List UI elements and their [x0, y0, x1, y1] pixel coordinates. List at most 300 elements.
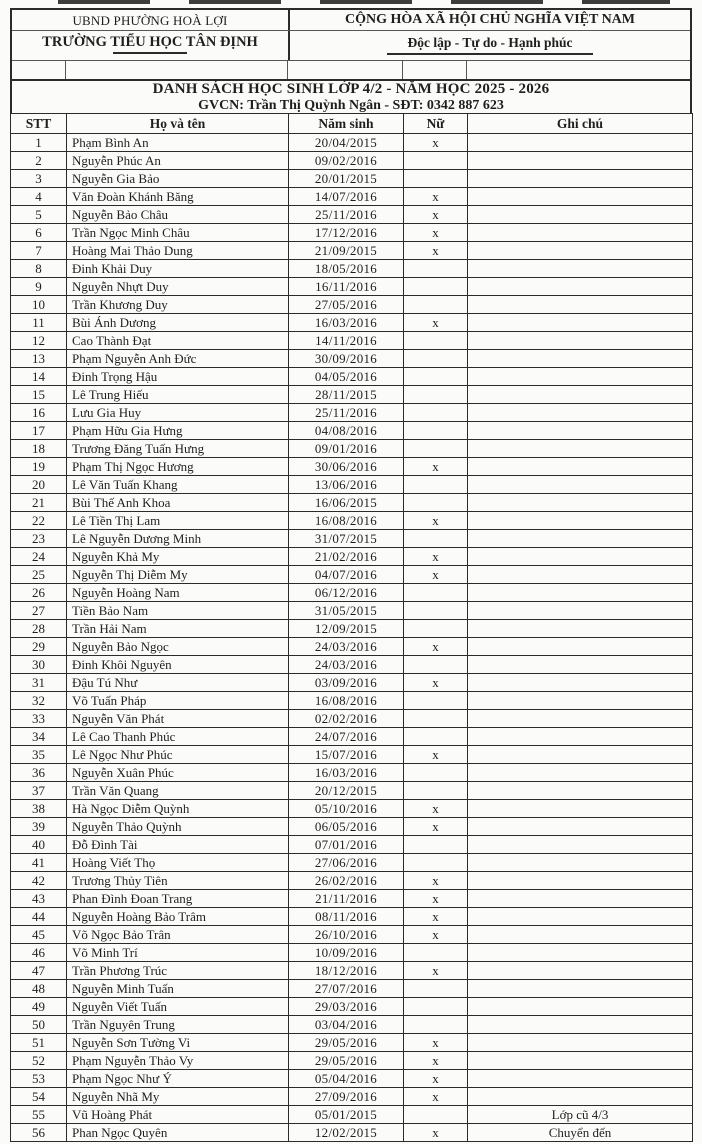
cell-name: Bùi Thế Anh Khoa: [67, 494, 289, 512]
cell-dob: 30/06/2016: [289, 458, 404, 476]
cell-note: [468, 638, 693, 656]
cell-female: x: [404, 1034, 468, 1052]
cell-note: [468, 746, 693, 764]
cell-dob: 03/04/2016: [289, 1016, 404, 1034]
table-row: [11, 854, 693, 872]
cell-dob: 04/05/2016: [289, 368, 404, 386]
cell-name: Bùi Ánh Dương: [67, 314, 289, 332]
cell-note: [468, 170, 693, 188]
cell-name: Nguyễn Bảo Châu: [67, 206, 289, 224]
cell-name: Nguyễn Hoàng Bảo Trâm: [67, 908, 289, 926]
cell-stt: 45: [11, 926, 67, 944]
cell-female: x: [404, 908, 468, 926]
cell-name: Đinh Trọng Hậu: [67, 368, 289, 386]
cell-stt: 9: [11, 278, 67, 296]
cell-dob: 27/06/2016: [289, 854, 404, 872]
table-row: [11, 1034, 693, 1052]
cell-stt: 6: [11, 224, 67, 242]
cell-name: Võ Ngọc Bảo Trân: [67, 926, 289, 944]
cell-stt: 13: [11, 350, 67, 368]
cell-note: [468, 728, 693, 746]
cell-stt: 36: [11, 764, 67, 782]
cell-stt: 18: [11, 440, 67, 458]
cell-female: [404, 404, 468, 422]
cell-stt: 42: [11, 872, 67, 890]
table-row: [11, 818, 693, 836]
cell-female: [404, 530, 468, 548]
cell-dob: 03/09/2016: [289, 674, 404, 692]
cell-female: [404, 656, 468, 674]
table-row: [11, 350, 693, 368]
cell-name: Hoàng Viết Thọ: [67, 854, 289, 872]
cell-note: [468, 674, 693, 692]
cell-note: [468, 440, 693, 458]
table-header: [11, 114, 693, 134]
cell-female: [404, 692, 468, 710]
cell-stt: 40: [11, 836, 67, 854]
cell-female: [404, 170, 468, 188]
cell-note: [468, 656, 693, 674]
letterhead: [10, 8, 692, 113]
cell-female: [404, 728, 468, 746]
cell-dob: 16/06/2015: [289, 494, 404, 512]
cell-stt: 44: [11, 908, 67, 926]
cell-stt: 23: [11, 530, 67, 548]
cell-female: x: [404, 746, 468, 764]
table-row: [11, 296, 693, 314]
cell-stt: 50: [11, 1016, 67, 1034]
cell-note: [468, 422, 693, 440]
cell-name: Trần Phương Trúc: [67, 962, 289, 980]
table-row: [11, 638, 693, 656]
cell-dob: 06/12/2016: [289, 584, 404, 602]
cell-stt: 2: [11, 152, 67, 170]
cell-stt: 46: [11, 944, 67, 962]
header-dob: Năm sinh: [289, 114, 404, 134]
school-name-text: TRƯỜNG TIỂU HỌC TÂN ĐỊNH: [42, 34, 258, 50]
cell-stt: 32: [11, 692, 67, 710]
cell-female: [404, 782, 468, 800]
cell-note: [468, 152, 693, 170]
table-row: [11, 278, 693, 296]
cell-stt: 19: [11, 458, 67, 476]
cell-note: [468, 206, 693, 224]
cell-note: [468, 566, 693, 584]
cell-name: Lê Trung Hiếu: [67, 386, 289, 404]
cell-female: [404, 602, 468, 620]
cell-female: [404, 1016, 468, 1034]
national-motto-line2: [290, 31, 690, 60]
cell-dob: 17/12/2016: [289, 224, 404, 242]
cell-stt: 52: [11, 1052, 67, 1070]
cell-note: [468, 260, 693, 278]
cell-name: Nguyễn Thị Diễm My: [67, 566, 289, 584]
cell-name: Nguyễn Khả My: [67, 548, 289, 566]
cell-dob: 02/02/2016: [289, 710, 404, 728]
cell-stt: 49: [11, 998, 67, 1016]
letterhead-row-1: [12, 10, 690, 31]
document-title: DANH SÁCH HỌC SINH LỚP 4/2 - NĂM HỌC 2025 - 2026: [152, 81, 550, 97]
cell-note: [468, 854, 693, 872]
cell-name: Đinh Khải Duy: [67, 260, 289, 278]
cell-name: Trần Hải Nam: [67, 620, 289, 638]
cell-dob: 20/04/2015: [289, 134, 404, 152]
cell-note: [468, 1088, 693, 1106]
table-row: [11, 620, 693, 638]
header-note: Ghi chú: [468, 114, 693, 134]
cell-dob: 30/09/2016: [289, 350, 404, 368]
cell-female: x: [404, 1088, 468, 1106]
cell-female: [404, 278, 468, 296]
cell-female: x: [404, 1052, 468, 1070]
national-motto-line1: CỘNG HÒA XÃ HỘI CHỦ NGHĨA VIỆT NAM: [344, 12, 635, 27]
cell-dob: 05/10/2016: [289, 800, 404, 818]
cell-dob: 10/09/2016: [289, 944, 404, 962]
cell-female: [404, 584, 468, 602]
table-row: [11, 980, 693, 998]
cell-stt: 28: [11, 620, 67, 638]
cell-stt: 39: [11, 818, 67, 836]
cell-name: Lê Ngọc Như Phúc: [67, 746, 289, 764]
cell-dob: 16/08/2016: [289, 512, 404, 530]
cell-dob: 16/08/2016: [289, 692, 404, 710]
cell-note: [468, 692, 693, 710]
table-row: [11, 1124, 693, 1142]
cell-name: Trương Đăng Tuấn Hưng: [67, 440, 289, 458]
cell-stt: 5: [11, 206, 67, 224]
cell-female: x: [404, 1070, 468, 1088]
cell-note: [468, 782, 693, 800]
empty-cell: [288, 61, 403, 79]
cell-dob: 27/05/2016: [289, 296, 404, 314]
table-row: [11, 890, 693, 908]
cell-dob: 27/09/2016: [289, 1088, 404, 1106]
cell-name: Phạm Bình An: [67, 134, 289, 152]
document: [10, 8, 692, 1142]
cell-name: Trương Thủy Tiên: [67, 872, 289, 890]
empty-cell: [66, 61, 288, 79]
cell-name: Lê Văn Tuấn Khang: [67, 476, 289, 494]
cell-dob: 21/02/2016: [289, 548, 404, 566]
cell-note: [468, 188, 693, 206]
cell-female: [404, 854, 468, 872]
cell-name: Phạm Nguyễn Thảo Vy: [67, 1052, 289, 1070]
table-row: [11, 692, 693, 710]
cell-name: Hoàng Mai Thảo Dung: [67, 242, 289, 260]
table-row: [11, 548, 693, 566]
cell-note: [468, 314, 693, 332]
table-row: [11, 1088, 693, 1106]
cell-name: Nguyễn Nhựt Duy: [67, 278, 289, 296]
cell-female: x: [404, 674, 468, 692]
cell-note: [468, 962, 693, 980]
cell-dob: 27/07/2016: [289, 980, 404, 998]
cell-dob: 26/10/2016: [289, 926, 404, 944]
cell-stt: 54: [11, 1088, 67, 1106]
table-row: [11, 1106, 693, 1124]
cell-dob: 20/01/2015: [289, 170, 404, 188]
cell-dob: 14/07/2016: [289, 188, 404, 206]
cell-name: Lê Nguyễn Dương Minh: [67, 530, 289, 548]
cell-name: Phạm Hữu Gia Hưng: [67, 422, 289, 440]
cell-stt: 48: [11, 980, 67, 998]
cell-note: Lớp cũ 4/3: [468, 1106, 693, 1124]
cell-note: [468, 980, 693, 998]
cell-note: [468, 494, 693, 512]
table-row: [11, 962, 693, 980]
cell-stt: 17: [11, 422, 67, 440]
cell-dob: 09/02/2016: [289, 152, 404, 170]
cell-name: Văn Đoàn Khánh Băng: [67, 188, 289, 206]
cell-female: x: [404, 890, 468, 908]
cell-female: [404, 980, 468, 998]
cell-stt: 15: [11, 386, 67, 404]
cell-dob: 29/05/2016: [289, 1052, 404, 1070]
cell-dob: 21/11/2016: [289, 890, 404, 908]
cell-dob: 16/11/2016: [289, 278, 404, 296]
cell-note: [468, 1034, 693, 1052]
table-row: [11, 404, 693, 422]
cell-note: [468, 296, 693, 314]
cell-note: [468, 332, 693, 350]
empty-cell: [12, 61, 66, 79]
cell-dob: 05/01/2015: [289, 1106, 404, 1124]
cell-female: x: [404, 638, 468, 656]
cell-female: [404, 476, 468, 494]
cell-stt: 37: [11, 782, 67, 800]
table-row: [11, 764, 693, 782]
cell-female: [404, 152, 468, 170]
cell-name: Hà Ngọc Diễm Quỳnh: [67, 800, 289, 818]
cell-name: Nguyễn Hoàng Nam: [67, 584, 289, 602]
cell-female: x: [404, 512, 468, 530]
cell-note: [468, 872, 693, 890]
student-table: [10, 113, 693, 1142]
header-stt: STT: [11, 114, 67, 134]
cell-stt: 1: [11, 134, 67, 152]
cell-note: [468, 800, 693, 818]
cell-note: [468, 530, 693, 548]
cell-name: Lê Tiền Thị Lam: [67, 512, 289, 530]
table-row: [11, 314, 693, 332]
cell-female: x: [404, 926, 468, 944]
cell-female: [404, 494, 468, 512]
table-row: [11, 494, 693, 512]
cell-dob: 04/07/2016: [289, 566, 404, 584]
cell-note: [468, 998, 693, 1016]
table-row: [11, 944, 693, 962]
cell-dob: 25/11/2016: [289, 404, 404, 422]
cell-name: Vũ Hoàng Phát: [67, 1106, 289, 1124]
cell-dob: 05/04/2016: [289, 1070, 404, 1088]
cell-female: [404, 260, 468, 278]
cell-stt: 31: [11, 674, 67, 692]
table-row: [11, 188, 693, 206]
cell-name: Đinh Khôi Nguyên: [67, 656, 289, 674]
title-block: [12, 81, 690, 113]
cell-stt: 51: [11, 1034, 67, 1052]
cell-name: Tiền Bảo Nam: [67, 602, 289, 620]
cell-note: [468, 584, 693, 602]
cell-female: [404, 836, 468, 854]
cell-note: [468, 242, 693, 260]
letterhead-row-2: [12, 31, 690, 61]
cell-stt: 3: [11, 170, 67, 188]
cell-dob: 29/05/2016: [289, 1034, 404, 1052]
cell-name: Nguyễn Bảo Ngọc: [67, 638, 289, 656]
cell-note: [468, 386, 693, 404]
cell-stt: 56: [11, 1124, 67, 1142]
motto-text: Độc lập - Tự do - Hạnh phúc: [407, 35, 573, 50]
cell-female: x: [404, 134, 468, 152]
cell-female: x: [404, 314, 468, 332]
cell-name: Nguyễn Xuân Phúc: [67, 764, 289, 782]
cell-stt: 26: [11, 584, 67, 602]
cell-female: x: [404, 242, 468, 260]
cell-name: Phan Đình Đoan Trang: [67, 890, 289, 908]
cell-name: Phạm Nguyễn Anh Đức: [67, 350, 289, 368]
cell-female: x: [404, 188, 468, 206]
table-row: [11, 908, 693, 926]
cell-female: x: [404, 224, 468, 242]
cell-name: Cao Thành Đạt: [67, 332, 289, 350]
cell-stt: 25: [11, 566, 67, 584]
cell-name: Đậu Tú Như: [67, 674, 289, 692]
cell-note: [468, 224, 693, 242]
table-row: [11, 1070, 693, 1088]
table-row: [11, 926, 693, 944]
cell-dob: 26/02/2016: [289, 872, 404, 890]
cell-dob: 08/11/2016: [289, 908, 404, 926]
cell-stt: 7: [11, 242, 67, 260]
cell-name: Nguyễn Gia Bảo: [67, 170, 289, 188]
table-row: [11, 674, 693, 692]
table-row: [11, 134, 693, 152]
teacher-info: GVCN: Trần Thị Quỳnh Ngân - SĐT: 0342 887 623: [198, 97, 504, 113]
cell-female: x: [404, 548, 468, 566]
cell-name: Võ Minh Trí: [67, 944, 289, 962]
cell-dob: 28/11/2015: [289, 386, 404, 404]
cell-female: x: [404, 818, 468, 836]
cell-note: [468, 1052, 693, 1070]
cell-note: [468, 458, 693, 476]
cell-dob: 29/03/2016: [289, 998, 404, 1016]
cell-female: [404, 710, 468, 728]
cell-note: [468, 476, 693, 494]
table-row: [11, 656, 693, 674]
cell-name: Nguyễn Văn Phát: [67, 710, 289, 728]
cell-note: [468, 512, 693, 530]
empty-cell: [403, 61, 467, 79]
cell-dob: 24/03/2016: [289, 638, 404, 656]
table-row: [11, 440, 693, 458]
cell-name: Lê Cao Thanh Phúc: [67, 728, 289, 746]
table-row: [11, 746, 693, 764]
cell-note: [468, 134, 693, 152]
cell-name: Nguyễn Nhã My: [67, 1088, 289, 1106]
table-body: [11, 134, 693, 1142]
school-name: [12, 31, 290, 60]
cell-female: x: [404, 962, 468, 980]
header-name: Họ và tên: [67, 114, 289, 134]
cell-female: x: [404, 1124, 468, 1142]
cell-name: Trần Văn Quang: [67, 782, 289, 800]
cell-stt: 16: [11, 404, 67, 422]
cell-note: Chuyển đến: [468, 1124, 693, 1142]
cell-female: [404, 998, 468, 1016]
table-row: [11, 242, 693, 260]
cell-dob: 16/03/2016: [289, 314, 404, 332]
cell-female: x: [404, 872, 468, 890]
cell-name: Nguyễn Sơn Tường Vi: [67, 1034, 289, 1052]
table-row: [11, 422, 693, 440]
cell-stt: 8: [11, 260, 67, 278]
cell-female: [404, 422, 468, 440]
cell-female: [404, 620, 468, 638]
cell-stt: 24: [11, 548, 67, 566]
cell-stt: 29: [11, 638, 67, 656]
cell-note: [468, 890, 693, 908]
cell-stt: 12: [11, 332, 67, 350]
cell-note: [468, 1070, 693, 1088]
cell-name: Nguyễn Thảo Quỳnh: [67, 818, 289, 836]
cell-dob: 13/06/2016: [289, 476, 404, 494]
cell-stt: 34: [11, 728, 67, 746]
cell-name: Nguyễn Viết Tuấn: [67, 998, 289, 1016]
cell-dob: 24/07/2016: [289, 728, 404, 746]
cell-female: x: [404, 206, 468, 224]
table-row: [11, 872, 693, 890]
scan-artifact-dashes: [58, 0, 670, 4]
table-row: [11, 1016, 693, 1034]
table-row: [11, 206, 693, 224]
table-row: [11, 998, 693, 1016]
table-row: [11, 782, 693, 800]
cell-stt: 53: [11, 1070, 67, 1088]
table-row: [11, 152, 693, 170]
cell-note: [468, 404, 693, 422]
cell-stt: 55: [11, 1106, 67, 1124]
cell-female: [404, 296, 468, 314]
table-row: [11, 368, 693, 386]
cell-dob: 14/11/2016: [289, 332, 404, 350]
cell-dob: 24/03/2016: [289, 656, 404, 674]
cell-stt: 38: [11, 800, 67, 818]
cell-dob: 31/07/2015: [289, 530, 404, 548]
cell-name: Đỗ Đình Tài: [67, 836, 289, 854]
table-row: [11, 584, 693, 602]
table-row: [11, 512, 693, 530]
cell-stt: 33: [11, 710, 67, 728]
cell-stt: 22: [11, 512, 67, 530]
cell-dob: 12/02/2015: [289, 1124, 404, 1142]
cell-note: [468, 1016, 693, 1034]
cell-note: [468, 368, 693, 386]
cell-stt: 10: [11, 296, 67, 314]
table-row: [11, 386, 693, 404]
cell-dob: 31/05/2015: [289, 602, 404, 620]
table-row: [11, 530, 693, 548]
cell-stt: 41: [11, 854, 67, 872]
cell-female: [404, 332, 468, 350]
cell-dob: 18/05/2016: [289, 260, 404, 278]
table-row: [11, 836, 693, 854]
cell-note: [468, 908, 693, 926]
cell-stt: 4: [11, 188, 67, 206]
empty-grid-row: [12, 61, 690, 81]
cell-female: [404, 1106, 468, 1124]
table-row: [11, 602, 693, 620]
